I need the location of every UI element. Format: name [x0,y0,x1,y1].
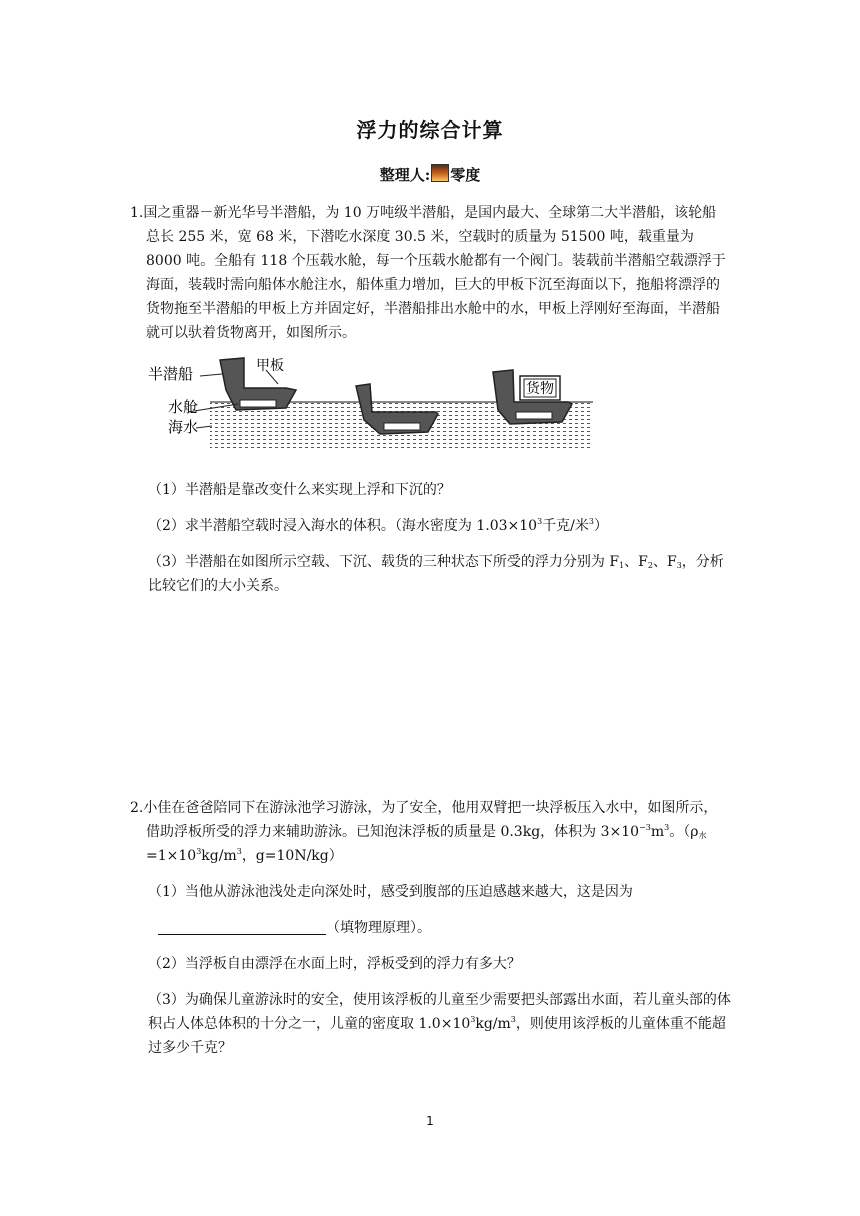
question-2-sub-3 [148,988,733,1060]
q2-sub3-sup: 3 [470,1015,476,1024]
q2-part-c: 。（ρ [669,824,699,840]
q2-sub3-part-b: kg/m [475,1016,511,1032]
label-deck: 甲板 [256,358,284,374]
author-prefix: 整理人: [379,166,431,184]
q1-sub3-sub2: 2 [647,561,653,570]
q2-part-d: =1×10 [146,848,197,864]
q2-sub: 水 [698,831,707,840]
q2-sub1-part-b: （填物理原理）。 [326,920,431,936]
q2-part-b: m [650,824,665,840]
question-1-sub-2 [148,514,733,538]
q1-sub2-part-a: （2）求半潜船空载时浸入海水的体积。（海水密度为 1.03×10 [148,518,538,534]
label-tank: 水舱 [168,398,199,416]
q2-sup1: −3 [639,823,651,832]
q2-sub3-part-c: ，则使用该浮板的儿童体重不能超过多少千克？ [148,1016,726,1056]
q2-sub3-sup2: 3 [510,1015,516,1024]
question-2-body [130,796,730,868]
q1-sub3-sub1: 1 [619,561,625,570]
q2-part-f: ，g=10N/kg） [241,848,343,864]
q2-sup4: 3 [236,847,242,856]
q1-sub2-sup2: 3 [588,517,594,526]
q2-sub3-part-a: （3）为确保儿童游泳时的安全，使用该浮板的儿童至少需要把头部露出水面，若儿童头部的体积占人体总体积的十分之一，儿童的密度取 1.0×10 [148,992,731,1032]
author-name: 零度 [450,166,481,184]
q1-sub3-part-c: 、F [652,554,677,570]
q2-part-e: kg/m [201,848,237,864]
page-number: 1 [426,1114,434,1128]
q1-sub3-sub3: 3 [676,561,682,570]
semi-submersible-figure [148,350,593,450]
question-1-sub-3 [148,550,733,598]
question-2-sub-2: （2）当浮板自由漂浮在水面上时，浮板受到的浮力有多大？ [148,956,521,972]
q1-sub2-part-b: 千克/米 [542,518,589,534]
question-2-sub-1-blank-line [158,916,743,940]
label-ship: 半潜船 [148,365,194,383]
ship-loaded [493,370,572,424]
question-2-text [130,796,730,868]
page-title: 浮力的综合计算 [356,118,504,142]
question-1-text [130,201,730,345]
q1-sub3-part-d: ，分析比较它们的大小关系。 [148,554,724,594]
q2-sup2: 3 [664,823,670,832]
q1-sub2-part-c: ） [593,518,608,534]
question-1-body: 1.国之重器－新光华号半潜船，为 10 万吨级半潜船，是国内最大、全球第二大半潜船，该轮船总长 255 米，宽 68 米，下潜吃水深度 30.5 米，空载时的质量为 51500 吨，载重量为 8000 吨。全船有 118 个压载水舱，每一个压载水舱都有一个阀门。装载前半潜船空载漂浮于海面，装载时需向船体水舱注水，船体重力增加，巨大的甲板下沉至海面以下，拖船将漂浮的货物拖至半潜船的甲板上方并固定好，半潜船排出水舱中的水，甲板上浮刚好至海面，半潜船就可以驮着货物离开，如图所示。 [130,205,726,341]
q1-sub3-part-b: 、F [624,554,648,570]
q2-part-a: 2.小佳在爸爸陪同下在游泳池学习游泳，为了安全，他用双臂把一块浮板压入水中，如图所示，借助浮板所受的浮力来辅助游泳。已知泡沫浮板的质量是 0.3kg，体积为 3×10 [130,800,718,840]
label-sea: 海水 [168,418,199,436]
question-1-sub-1: （1）半潜船是靠改变什么来实现上浮和下沉的？ [148,482,451,498]
q2-sup3: 3 [196,847,202,856]
answer-blank[interactable] [158,918,326,935]
question-2-sub-1: （1）当他从游泳池浅处走向深处时，感受到腹部的压迫感越来越大，这是因为 [148,884,633,900]
author-line [0,164,860,185]
q1-sub2-sup: 3 [537,517,543,526]
author-logo-icon [431,164,449,182]
label-cargo: 货物 [526,381,554,397]
q1-sub3-part-a: （3）半潜船在如图所示空载、下沉、载货的三种状态下所受的浮力分别为 F [148,554,620,570]
